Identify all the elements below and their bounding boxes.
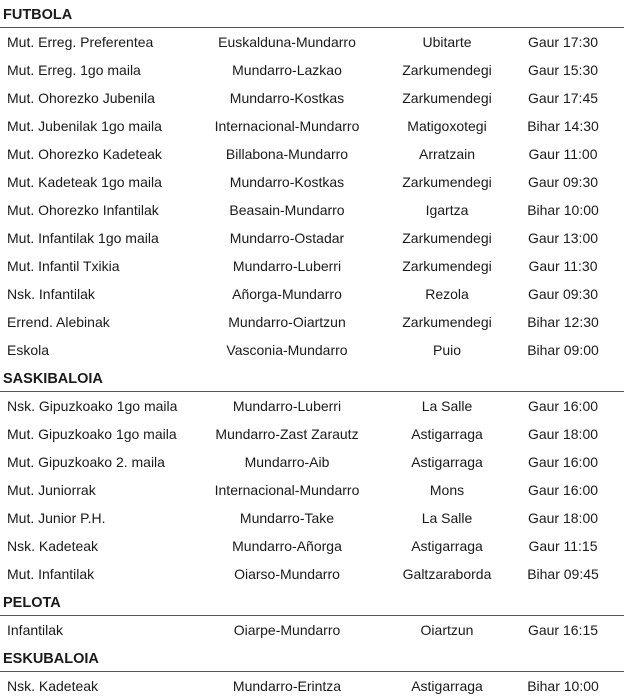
table-row [0,532,624,560]
match-cell: Oiarpe-Mundarro [233,622,341,638]
category-cell: Nsk. Kadeteak [7,678,99,694]
time-cell: Gaur 15:30 [527,62,599,78]
venue-cell: Mons [429,482,465,498]
venue-cell: Arratzain [418,146,476,162]
match-cell: Euskalduna-Mundarro [218,34,356,50]
time-cell: Gaur 16:00 [527,482,599,498]
section-header-saskibaloia: SASKIBALOIA [0,364,624,392]
category-cell: Mut. Gipuzkoako 2. maila [7,454,165,470]
time-cell: Gaur 18:00 [527,510,599,526]
match-cell: Mundarro-Aib [244,454,330,470]
venue-cell: Zarkumendegi [402,230,492,246]
match-cell: Mundarro-Kostkas [229,174,345,190]
time-cell: Gaur 11:15 [528,538,598,554]
match-cell: Internacional-Mundarro [214,118,360,134]
category-cell: Eskola [7,342,50,358]
category-cell: Mut. Kadeteak 1go maila [7,174,162,190]
match-cell: Billabona-Mundarro [225,146,349,162]
section-header-eskubaloia: ESKUBALOIA [0,644,624,672]
venue-cell: Astigarraga [411,678,483,694]
table-row [0,308,624,336]
match-cell: Mundarro-Ostadar [229,230,345,246]
category-cell: Mut. Gipuzkoako 1go maila [7,426,177,442]
table-row [0,84,624,112]
time-cell: Gaur 11:00 [528,146,598,162]
time-cell: Bihar 10:00 [527,678,599,694]
time-cell: Gaur 18:00 [527,426,599,442]
venue-cell: Zarkumendegi [402,62,492,78]
table-row [0,112,624,140]
match-cell: Añorga-Mundarro [232,286,342,302]
match-cell: Mundarro-Kostkas [229,90,345,106]
category-cell: Mut. Juniorrak [7,482,96,498]
venue-cell: La Salle [421,510,473,526]
match-cell: Mundarro-Luberri [232,398,342,414]
venue-cell: Zarkumendegi [402,174,492,190]
venue-cell: Astigarraga [411,426,483,442]
table-row [0,336,624,364]
table-row [0,280,624,308]
table-row [0,56,624,84]
venue-cell: Igartza [425,202,469,218]
time-cell: Bihar 10:00 [527,202,599,218]
time-cell: Bihar 09:45 [527,566,599,582]
venue-cell: Puio [432,342,462,358]
category-cell: Mut. Junior P.H. [7,510,106,526]
table-row [0,196,624,224]
table-row [0,140,624,168]
match-cell: Vasconia-Mundarro [226,342,348,358]
table-row [0,392,624,420]
match-cell: Mundarro-Oiartzun [228,314,346,330]
table-row [0,448,624,476]
time-cell: Bihar 12:30 [527,314,599,330]
time-cell: Gaur 13:00 [527,230,599,246]
category-cell: Nsk. Gipuzkoako 1go maila [7,398,178,414]
category-cell: Infantilak [7,622,64,638]
time-cell: Gaur 17:45 [527,90,599,106]
table-row [0,616,624,644]
time-cell: Gaur 11:30 [528,258,598,274]
table-row [0,672,624,700]
table-row [0,224,624,252]
match-cell: Mundarro-Zast Zarautz [215,426,359,442]
category-cell: Nsk. Infantilak [7,286,95,302]
venue-cell: Rezola [425,286,469,302]
match-cell: Internacional-Mundarro [214,482,360,498]
time-cell: Gaur 09:30 [527,286,599,302]
time-cell: Bihar 14:30 [527,118,599,134]
venue-cell: La Salle [421,398,473,414]
time-cell: Gaur 09:30 [527,174,599,190]
venue-cell: Oiartzun [420,622,474,638]
category-cell: Mut. Infantilak 1go maila [7,230,159,246]
match-cell: Mundarro-Añorga [232,538,342,554]
match-cell: Mundarro-Luberri [232,258,342,274]
time-cell: Bihar 09:00 [527,342,599,358]
match-cell: Beasain-Mundarro [229,202,345,218]
category-cell: Mut. Erreg. Preferentea [7,34,154,50]
table-row [0,476,624,504]
match-cell: Mundarro-Lazkao [232,62,342,78]
time-cell: Gaur 16:00 [527,398,599,414]
venue-cell: Astigarraga [411,538,483,554]
category-cell: Mut. Erreg. 1go maila [7,62,141,78]
category-cell: Mut. Ohorezko Jubenila [7,90,155,106]
section-header-pelota: PELOTA [0,588,624,616]
category-cell: Mut. Infantil Txikia [7,258,120,274]
category-cell: Mut. Ohorezko Infantilak [7,202,159,218]
table-row [0,28,624,56]
table-row [0,168,624,196]
category-cell: Nsk. Kadeteak [7,538,99,554]
match-cell: Mundarro-Erintza [232,678,342,694]
section-header-futbola: FUTBOLA [0,0,624,28]
venue-cell: Astigarraga [411,454,483,470]
venue-cell: Galtzaraborda [402,566,492,582]
table-row [0,560,624,588]
time-cell: Gaur 17:30 [527,34,599,50]
table-row [0,420,624,448]
match-cell: Oiarso-Mundarro [234,566,340,582]
venue-cell: Ubitarte [422,34,472,50]
venue-cell: Matigoxotegi [407,118,487,134]
category-cell: Mut. Ohorezko Kadeteak [7,146,162,162]
venue-cell: Zarkumendegi [402,258,492,274]
category-cell: Mut. Infantilak [7,566,95,582]
time-cell: Gaur 16:00 [527,454,599,470]
venue-cell: Zarkumendegi [402,314,492,330]
table-row [0,504,624,532]
venue-cell: Zarkumendegi [402,90,492,106]
category-cell: Mut. Jubenilak 1go maila [7,118,162,134]
time-cell: Gaur 16:15 [527,622,599,638]
table-row [0,252,624,280]
category-cell: Errend. Alebinak [7,314,110,330]
match-cell: Mundarro-Take [239,510,335,526]
